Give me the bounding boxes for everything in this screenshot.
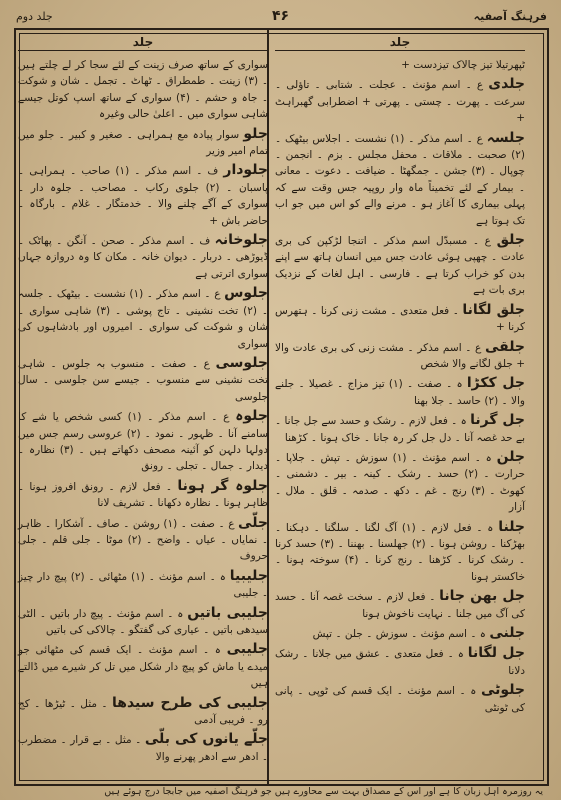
- entry-definition: ۔ فعل متعدی ۔ مشت زنی کرنا ۔ ہتھرس کرنا +: [275, 304, 525, 334]
- dictionary-entry: [275, 519, 525, 586]
- dictionary-entry: [275, 682, 525, 716]
- entry-headword: جلوسی: [215, 354, 268, 371]
- dictionary-entry: [18, 641, 268, 691]
- dictionary-entry: [18, 568, 268, 602]
- entry-definition: ع ۔ اسم مذکر ۔ (۱) نشست ۔ بیٹھک ۔ جلسہ ۔ (۲) تخت نشینی ۔ تاج پوشی ۔ (۳) شاہی سواری ۔ شان و شوکت کی سواری ۔ امیروں اور بادشاہوں کی سواری: [18, 288, 269, 350]
- dictionary-entry: [275, 645, 525, 679]
- dictionary-entry: [275, 339, 525, 373]
- dictionary-entry: [18, 126, 268, 160]
- dictionary-entry: [275, 232, 525, 299]
- entry-definition: سواری کے ساتھ صرف زینت کے لئے سجا کر لے چلتے ہیں ۔ (۳) زینت ۔ طمطراق ۔ ٹھاٹ ۔ تجمل ۔ شان و شوکت ۔ جاہ و حشم ۔ (۴) سواری کے ساتھ اسپ کوتل جیسے شاہی سواری میں ۔ اعلیٰ حالی وغیرہ: [18, 59, 268, 121]
- entry-definition: ع ۔ مسبدّل اسم مذکر ۔ اتنجا لڑکپن کی بری عادت ۔ چھپی ہوئی عادت جس میں انسان ہاتھ سے اپنے بدن کو خراب کرتا ہے ۔ فارسی ۔ اہل لغات کے نزدیک بری بات ہے: [275, 235, 525, 297]
- entry-definition: ہ ۔ صفت ۔ (۱) تیز مزاج ۔ غصیلا ۔ جلنے والا ۔ (۲) حاسد ۔ جلا بھنا: [275, 378, 525, 407]
- entry-headword: جلیبی: [226, 641, 268, 658]
- entry-headword: جلّی: [238, 514, 268, 531]
- entry-definition: ع ۔ صفت ۔ منسوب بہ جلوس ۔ شاہی تخت نشینی سے منسوب ۔ جیسے سن جلوسی ۔ سال جلوسی: [18, 357, 268, 403]
- left-entry-list: [18, 57, 268, 765]
- entry-definition: ع ۔ صفت ۔ (۱) روشن ۔ صاف ۔ آشکارا ۔ ظاہر ۔ نمایاں ۔ عیاں ۔ واضح ۔ (۲) موٹا ۔ جلی قلم ۔ جلی حروف: [18, 517, 268, 563]
- entry-definition: ف ۔ اسم مذکر ۔ (۱) صاحب ۔ ہمراہی ۔ پاسبان ۔ (۲) جلوی رکاب ۔ مصاحب ۔ جلوہ دار ۔ سواری کے آگے چلنے والا ۔ خدمتگار ۔ غلام ۔ بارگاہ ۔ حاضر باش +: [18, 165, 268, 227]
- entry-headword: جلوخانہ: [214, 232, 268, 249]
- page-number: ۴۶: [271, 8, 290, 24]
- entry-definition: سوار پیادہ مع ہمراہی ۔ صغیر و کبیر ۔ جلو میں تمام امیر وزیر: [18, 128, 268, 158]
- entry-headword: جلوہ گر ہونا: [177, 477, 268, 494]
- dictionary-entry: [18, 408, 268, 475]
- dictionary-entry: [18, 605, 268, 639]
- entry-headword: جل لگانا: [467, 645, 525, 662]
- entry-definition: ہ ۔ اسم مؤنث ۔ ایک قسم کی مٹھائی جو میدے یا ماش کو پیچ دار شکل میں تل کر شیرے میں ڈالتے ہیں: [18, 644, 268, 690]
- entry-headword: جلیبی کی طرح سیدھا: [111, 694, 268, 711]
- dictionary-entry: [18, 731, 268, 765]
- dictionary-entry: [275, 76, 525, 126]
- entry-definition: ف ۔ اسم مذکر ۔ صحن ۔ آنگن ۔ پھاٹک ۔ ڈیوڑھی ۔ دربار ۔ دیوان خانہ ۔ مکان کا وہ دروازہ جہاں سواری اترتی ہے: [18, 235, 268, 280]
- entry-headword: جلدی: [488, 76, 526, 93]
- entry-headword: جلّے یانوں کی بلّی: [144, 731, 268, 748]
- entry-headword: جلوٹی: [481, 682, 526, 699]
- entry-definition: ع ۔ اسم مذکر ۔ مشت زنی کی بری عادت والا + جلق لگانے والا شخص: [275, 341, 525, 370]
- entry-definition: ع ۔ اسم مذکر ۔ (۱) کسی شخص یا شے کا سامنے آنا ۔ ظہور ۔ نمود ۔ (۲) عروسی رسم جس میں دولہا دلہن کو آئینہ مصحف دکھاتے ہیں ۔ (۳) نظارہ ۔ دیدار ۔ جمال ۔ تجلی ۔ رونق: [18, 411, 269, 473]
- entry-definition: ہ ۔ اسم مؤنث ۔ ایک قسم کی ٹوپی ۔ پانی کی ٹونٹی: [275, 685, 525, 714]
- entry-headword: جلودار: [223, 162, 269, 179]
- entry-headword: جلو: [243, 125, 268, 142]
- entry-definition: ہ ۔ فعل لازم ۔ (۱) آگ لگنا ۔ سلگنا ۔ دہکنا ۔ بھڑکنا ۔ روشن ہونا ۔ (۲) جھلسنا ۔ بھننا ۔ (۳) حسد کرنا ۔ رشک کرنا ۔ کڑھنا ۔ رنج کرنا ۔ (۴) سوختہ ہونا ۔ خاکستر ہونا: [275, 521, 525, 583]
- entry-headword: جلوہ: [235, 408, 268, 425]
- dictionary-entry: [18, 515, 268, 565]
- entry-headword: جلیبی باتیں: [187, 604, 268, 621]
- entry-definition: ع ۔ اسم مؤنث ۔ عجلت ۔ شتابی ۔ تاؤلی ۔ سرعت ۔ پھرت ۔ چستی ۔ پھرتی + اضطرابی گھبراہٹ +: [275, 79, 525, 125]
- dictionary-entry: [275, 449, 525, 516]
- dictionary-entry: [275, 625, 525, 642]
- entry-definition: ہ ۔ اسم مؤنث ۔ پیچ دار باتیں ۔ الٹی سیدھی باتیں ۔ عیاری کی گفتگو ۔ چالاکی کی باتیں: [18, 607, 268, 636]
- dictionary-entry: [18, 232, 268, 282]
- entry-definition: ہ ۔ فعل لازم ۔ رشک و حسد سے جل جانا ۔ بے حد غصہ آنا ۔ دل جل کر رہ جانا ۔ خاک ہونا ۔ کڑھنا: [274, 415, 525, 444]
- left-column-heading: جلد: [18, 34, 268, 51]
- entry-definition: ۔ فعل لازم ۔ رونق افروز ہونا ۔ ظاہر ہونا ۔ نظارہ دکھانا ۔ تشریف لانا: [18, 480, 268, 510]
- entry-headword: جلق: [496, 232, 525, 249]
- left-column: [18, 34, 269, 763]
- entry-headword: جلوس: [224, 285, 268, 302]
- entry-headword: جلق لگانا: [462, 301, 526, 318]
- dictionary-entry: [275, 375, 525, 409]
- dictionary-entry: [275, 588, 525, 622]
- right-entry-list: [275, 57, 525, 716]
- entry-definition: ہ ۔ اسم مؤنث ۔ (۱) سوزش ۔ تپش ۔ جلاپا ۔ حرارت ۔ (۲) حسد ۔ رشک ۔ کینہ ۔ بیر ۔ دشمنی ۔ کھوٹ ۔ (۳) رنج ۔ غم ۔ دکھ ۔ صدمہ ۔ قلق ۔ ملال ۔ آزار: [275, 451, 525, 514]
- page-footer: یہ روزمرہ اہل زبان کا ہے اور اس کے مصداق بہت سے محاورے ہیں جو فرہنگ آصفیہ میں جابجا درج ہوئے ہیں: [104, 786, 543, 797]
- dictionary-entry: [18, 285, 268, 352]
- entry-definition: ٹپھرتیلا تیز چالاک تیزدست +: [401, 59, 525, 71]
- dictionary-entry: [275, 57, 525, 73]
- dictionary-entry: [275, 412, 525, 446]
- right-column: [275, 34, 525, 754]
- entry-definition: ع ۔ اسم مذکر ۔ (۱) نشست ۔ اجلاس بیٹھک ۔ (۲) صحبت ۔ ملاقات ۔ محفل مجلس ۔ بزم ۔ انجمن ۔ چوپال ۔ (۳) جشن ۔ جمگھٹا ۔ ضیافت ۔ دعوت ۔ معانی ۔ بیمار کے لئے تخمیناً ماہ وار روپیہ جس وقت سے کہ پہلی بیماری کا آغاز ہو ۔ مرنے والے کو اس میں جو اب تک ہوتا ہے: [275, 132, 526, 227]
- entry-headword: جل بھن جانا: [439, 588, 525, 605]
- entry-headword: جلن: [496, 448, 526, 465]
- page-header: [8, 6, 553, 28]
- entry-definition: ہ ۔ اسم مؤنث ۔ (۱) مٹھائی ۔ (۲) پیچ دار چیز ۔ جلیبی: [18, 570, 268, 600]
- entry-definition: ہ ۔ فعل متعدی ۔ عشق میں جلانا ۔ رشک دلانا: [275, 648, 525, 677]
- dictionary-entry: [18, 478, 268, 512]
- entry-definition: ۔ فعل لازم ۔ سخت غصہ آنا ۔ حسد کی آگ میں جلنا ۔ نہایت ناخوش ہونا: [275, 591, 525, 620]
- entry-definition: ۔ مثل ۔ ٹیڑھا ۔ کج رو ۔ فریبی آدمی: [18, 697, 268, 727]
- dictionary-entry: [18, 162, 268, 229]
- entry-headword: جلنی: [489, 625, 525, 641]
- dictionary-entry: [18, 355, 268, 405]
- dictionary-entry: [18, 695, 268, 729]
- right-column-heading: جلد: [275, 34, 525, 51]
- entry-headword: جلقی: [484, 338, 525, 355]
- volume-label: جلد دوم: [16, 10, 53, 23]
- entry-headword: جل گرنا: [470, 412, 525, 429]
- dictionary-entry: [275, 130, 525, 229]
- entry-headword: جلنا: [498, 518, 525, 535]
- entry-definition: ہ ۔ اسم مؤنث ۔ سوزش ۔ جلن ۔ تپش: [312, 628, 486, 640]
- dictionary-entry: [18, 57, 268, 123]
- entry-headword: جلسہ: [486, 129, 525, 146]
- entry-headword: جل ککڑا: [466, 375, 525, 392]
- book-title: فرہنگ آصفیہ: [473, 10, 547, 23]
- entry-headword: جلیبیا: [229, 567, 268, 584]
- dictionary-entry: [275, 302, 525, 336]
- entry-definition: ۔ مثل ۔ بے قرار ۔ مضطرب ۔ ادھر سے ادھر پھرنے والا: [18, 734, 268, 763]
